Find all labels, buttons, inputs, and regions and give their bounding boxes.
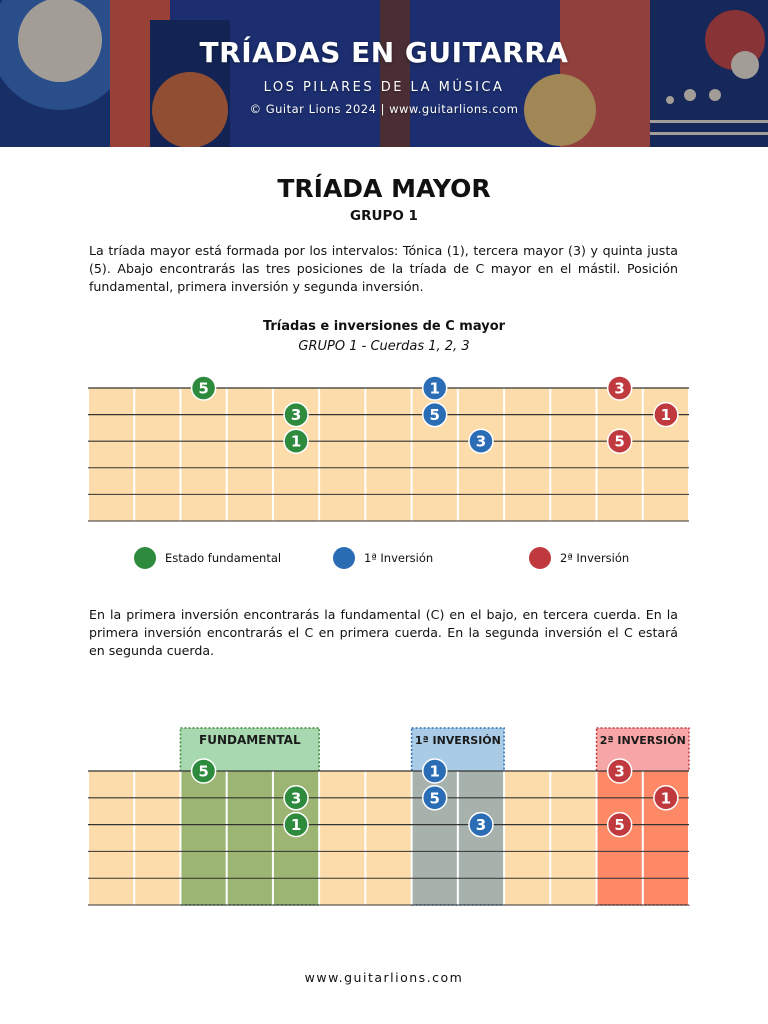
page-title: TRÍADA MAYOR: [277, 174, 491, 203]
note-second_inversion: [608, 759, 632, 783]
legend-label: Estado fundamental: [165, 551, 282, 565]
note-degree: 3: [290, 789, 302, 808]
note-degree: 1: [660, 789, 672, 808]
note-degree: 5: [198, 379, 209, 398]
note-degree: 1: [660, 406, 672, 425]
banner-copyright: © Guitar Lions 2024 | www.guitarlions.com: [249, 102, 519, 116]
note-second_inversion: [654, 786, 678, 810]
note-first_inversion: [423, 759, 447, 783]
note-degree: 5: [198, 762, 209, 781]
note-degree: 3: [290, 406, 302, 425]
note-fundamental: [192, 759, 216, 783]
intro-paragraph: La tríada mayor está formada por los intervalos: Tónica (1), tercera mayor (3) y quinta justa (5). Abajo encontrarás las tres posiciones de la tríada de C mayor en el mástil. Posición fundamental, primera inversión y segunda inversión.: [89, 243, 678, 294]
inversion-paragraph: En la primera inversión encontrarás la fundamental (C) en el bajo, en tercera cuerda. En la primera inversión encontrarás el C en primera cuerda. En la segunda inversión el C estará en segunda cuerda.: [89, 607, 678, 658]
note-degree: 3: [475, 432, 487, 451]
note-degree: 1: [429, 379, 440, 398]
note-degree: 5: [429, 406, 440, 425]
note-degree: 5: [614, 816, 625, 835]
banner-title: TRÍADAS EN GUITARRA: [199, 36, 569, 69]
diagram-subtitle: GRUPO 1 - Cuerdas 1, 2, 3: [298, 339, 470, 354]
page-subtitle: GRUPO 1: [350, 208, 418, 224]
note-fundamental: [284, 813, 308, 837]
note-second_inversion: [608, 813, 632, 837]
banner-subtitle: LOS PILARES DE LA MÚSICA: [263, 80, 505, 95]
legend-label: 1ª Inversión: [364, 551, 434, 565]
note-degree: 5: [614, 432, 625, 451]
legend-label: 2ª Inversión: [560, 551, 630, 565]
note-degree: 1: [290, 816, 302, 835]
note-fundamental: [284, 786, 308, 810]
box-fundamental-label: FUNDAMENTAL: [199, 733, 301, 747]
note-degree: 1: [290, 432, 302, 451]
note-degree: 1: [429, 762, 440, 781]
footer-url: www.guitarlions.com: [304, 970, 464, 985]
note-degree: 3: [614, 379, 625, 398]
note-degree: 3: [475, 816, 487, 835]
note-first_inversion: [469, 813, 493, 837]
note-degree: 5: [429, 789, 440, 808]
diagram-title: Tríadas e inversiones de C mayor: [262, 319, 506, 334]
box-second-inversion-label: 2ª INVERSIÓN: [599, 734, 686, 747]
note-degree: 3: [614, 762, 625, 781]
box-first-inversion-label: 1ª INVERSIÓN: [414, 734, 501, 747]
note-first_inversion: [423, 786, 447, 810]
